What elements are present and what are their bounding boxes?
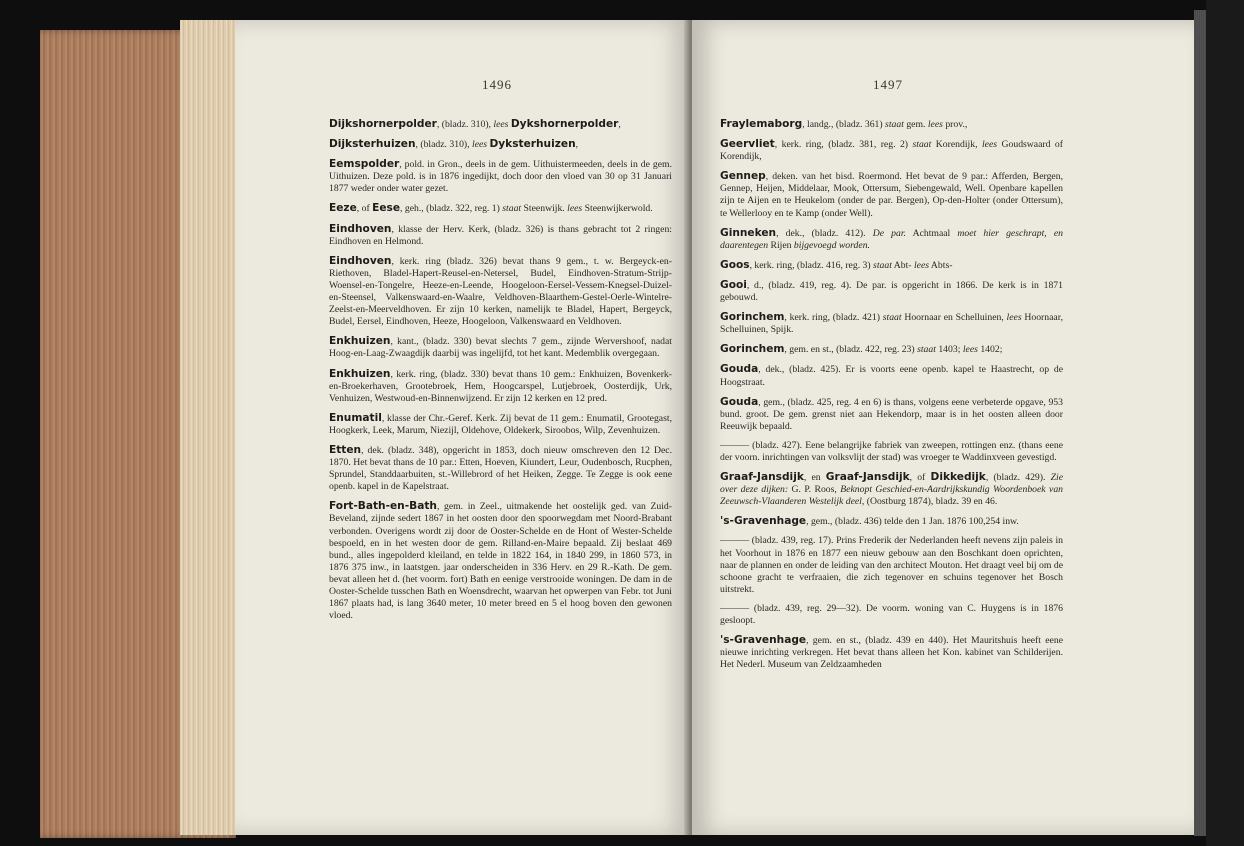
entry-text: Hoornaar en Schelluinen, bbox=[901, 312, 1007, 324]
entry-text: 1403; bbox=[935, 344, 963, 356]
entry-headword: Eeze bbox=[329, 202, 357, 215]
entry-headword: Gooi bbox=[720, 278, 747, 291]
dictionary-entry bbox=[329, 255, 672, 329]
entry-italic-text: lees bbox=[981, 139, 998, 151]
right-page-number: 1497 bbox=[873, 77, 903, 92]
entry-text: , kerk. ring, (bladz. 416, reg. 3) bbox=[749, 259, 874, 271]
entry-text: Achtmaal bbox=[905, 227, 958, 239]
dictionary-entry bbox=[720, 118, 1063, 131]
entry-text: , klasse der Herv. Kerk, (bladz. 326) is thans gebracht tot 2 ringen: Eindhoven en Helmond. bbox=[329, 223, 672, 247]
page-edges-light bbox=[180, 20, 236, 835]
dictionary-entry bbox=[720, 363, 1063, 388]
entry-text: , of bbox=[356, 203, 373, 215]
entry-text: Goudswaard of Korendijk, bbox=[720, 139, 1064, 163]
entry-italic-text: staat bbox=[882, 312, 902, 324]
entry-text: , d., (bladz. 419, reg. 4). De par. is opgericht in 1866. De kerk is in 1871 gebouwd. bbox=[720, 279, 1063, 304]
entry-text: ——— bbox=[720, 602, 750, 614]
dictionary-entry bbox=[329, 158, 672, 195]
entry-text: , kerk. ring, (bladz. 330) bevat thans 10 gem.: Enkhuizen, Bovenkerk-en-Broekerhaven, Grootebroek, Hem, Hoogcarspel, Lutjebroek, Oosterdijk, Urk, Venhuizen, Westwoud-en-Binnenwijzend. Er zijn 12 kerken en 12 pred. bbox=[329, 368, 672, 404]
entry-text: , deken. van het bisd. Roermond. Het bevat de 9 par.: Afferden, Bergen, Gennep, Heijen, Middelaar, Mook, Ottersum, Siebengewald, Well. Openbare kapellen zijn te Aijen en te Heukelom (onder de par. Bergen), Op-den-Holter (onder Ottersum), te Wellerlooy en te Kamp (onder Well). bbox=[720, 171, 1063, 219]
entry-text: Abts- bbox=[929, 259, 953, 271]
entry-headword: Eese bbox=[372, 202, 401, 215]
dictionary-entry bbox=[329, 412, 672, 437]
dictionary-entry bbox=[329, 138, 672, 151]
entry-headword: Gennep bbox=[720, 170, 766, 183]
entry-italic-text: lees bbox=[567, 203, 583, 215]
dictionary-entry bbox=[720, 343, 1063, 356]
entry-italic-text: lees bbox=[493, 119, 509, 130]
entry-headword: Goos bbox=[720, 258, 750, 271]
entry-text: , kant., (bladz. 330) bevat slechts 7 gem., zijnde Wervershoof, nadat Hoog-en-Laag-Zwaagdijk daarbij was ingelijfd, tot het kant. Medemblik overgegaan. bbox=[329, 336, 672, 360]
entry-text: ——— bbox=[720, 439, 750, 451]
entry-text: (bladz. 439, reg. 17). Prins Frederik der Nederlanden heeft nevens zijn paleis in het Voorhout in 1876 en 1877 een nieuw gebouw aan den Boschkant doen oprichten, naar de plannen en onder de leiding van den architect Mouton. Het draagt veel bij om de schoone gracht te verfraaien, die zich tegenover en schuins tegenover het Bosch uitstrekt. bbox=[720, 535, 1063, 595]
entry-italic-text: lees bbox=[962, 344, 978, 356]
entry-italic-text: lees bbox=[913, 259, 930, 271]
entry-headword: Gorinchem bbox=[720, 343, 785, 356]
dictionary-entry bbox=[329, 223, 672, 248]
entry-text: , en bbox=[803, 472, 826, 484]
right-page-text-column bbox=[720, 118, 1063, 678]
entry-headword: Graaf-Jansdijk bbox=[720, 471, 804, 484]
dictionary-entry bbox=[720, 227, 1063, 252]
entry-italic-text: staat bbox=[917, 344, 936, 356]
entry-headword: Gouda bbox=[720, 395, 759, 408]
dictionary-entry bbox=[329, 500, 672, 622]
entry-headword: Etten bbox=[329, 443, 362, 456]
entry-italic-text: lees bbox=[472, 139, 488, 151]
right-page-edges bbox=[1194, 10, 1206, 836]
entry-headword: Enkhuizen bbox=[329, 335, 391, 348]
dictionary-entry bbox=[720, 170, 1063, 219]
entry-text: , bbox=[618, 119, 621, 130]
entry-headword: Dikkedijk bbox=[930, 471, 986, 484]
entry-text: , gem., (bladz. 425, reg. 4 en 6) is thans, volgens eene verbeterde opgave, 953 bund. groot. De gem. grenst niet aan Hekendorp, maar is in het oosten alleen door Reeuwijk bepaald. bbox=[720, 396, 1063, 432]
entry-italic-text: Beknopt Geschied-en-Aardrijkskundig Woordenboek van Zeeuwsch-Vlaanderen Westelijk deel bbox=[720, 484, 1064, 508]
entry-text: , kerk. ring, (bladz. 381, reg. 2) bbox=[774, 139, 913, 151]
entry-text: , gem. en st., (bladz. 439 en 440). Het Mauritshuis heeft eene nieuwe inrichting verkregen. Het bevat thans alleen het Kon. kabinet van Schilderijen. Het Nederl. Museum van Zeldzaamheden bbox=[720, 635, 1063, 671]
entry-text: , kerk. ring, (bladz. 421) bbox=[784, 312, 883, 324]
entry-text: Korendijk, bbox=[931, 139, 982, 151]
entry-headword: 's-Gravenhage bbox=[720, 634, 807, 647]
entry-headword: Geervliet bbox=[720, 138, 775, 151]
entry-text: , gem. in Zeel., uitmakende het oostelijk ged. van Zuid-Beveland, zijnde sedert 1867 in het oosten door den spoorwegdam met Noord-Brabant verbonden. Overigens wordt zij door de Ooster-Schelde en de Hont of Wester-Schelde bespoeld, en in het westen door de gem. Rilland-en-Maire bepaald. Zij beslaat 469 bund., alles ingepolderd kleiland, en telde in 1822 164, in 1840 299, in 1860 573, in 1876 375 inw., in laatstgen. jaar onderscheiden in 336 Herv. en 29 R.-Kath. De gem. bevat alleen het d. (het voorm. fort) Bath en eenige verstrooide woningen. De dam in de Ooster-Schelde tusschen Bath en Woensdrecht, waarvan het opwerpen van Febr. tot Juni 1867 plaats had, is lang 3640 meter, 10 meter breed en 5 el hoog boven den gewonen vloed. bbox=[329, 501, 672, 622]
entry-text: , (Oostburg 1874), bladz. 39 en 46. bbox=[861, 496, 998, 508]
entry-headword: Gouda bbox=[720, 363, 759, 376]
entry-italic-text: staat bbox=[912, 139, 932, 151]
entry-text: G. P. Roos, bbox=[788, 484, 841, 496]
entry-text: ——— bbox=[720, 535, 750, 547]
dictionary-entry bbox=[329, 202, 672, 215]
entry-text: , gem. en st., (bladz. 422, reg. 23) bbox=[784, 344, 918, 356]
dictionary-entry bbox=[720, 634, 1063, 671]
entry-italic-text: staat bbox=[502, 203, 522, 215]
entry-text: , pold. in Gron., deels in de gem. Uithuistermeeden, deels in de gem. Uithuizen. Deze pold. is in 1876 ingedijkt, doch door den vloed van 30 op 31 Januari 1877 weder onder water gezet. bbox=[329, 159, 672, 195]
dictionary-entry bbox=[720, 311, 1063, 336]
entry-italic-text: De par. bbox=[872, 227, 906, 239]
entry-text: , bbox=[575, 139, 579, 151]
entry-text: Abt- bbox=[891, 259, 914, 271]
entry-text: , dek., (bladz. 425). Er is voorts eene openb. kapel te Haastrecht, op de Hoogstraat. bbox=[720, 364, 1063, 388]
entry-headword: 's-Gravenhage bbox=[720, 515, 807, 528]
entry-headword: Dijkshornerpolder bbox=[329, 118, 437, 130]
entry-correction-headword: Dyksterhuizen bbox=[489, 138, 576, 151]
dictionary-entry bbox=[720, 471, 1063, 508]
dictionary-entry bbox=[329, 444, 672, 493]
entry-headword: Eemspolder bbox=[329, 158, 400, 171]
entry-headword: Fort-Bath-en-Bath bbox=[329, 500, 437, 513]
dictionary-entry bbox=[720, 603, 1063, 627]
dictionary-entry bbox=[720, 440, 1063, 464]
entry-text: , (bladz. 429). bbox=[985, 472, 1051, 484]
entry-text: , of bbox=[909, 472, 931, 484]
dictionary-entry bbox=[720, 396, 1063, 433]
entry-headword: Fraylemaborg bbox=[720, 118, 803, 130]
entry-text: , gem., (bladz. 436) telde den 1 Jan. 1876 100,254 inw. bbox=[806, 516, 1019, 528]
dictionary-entry bbox=[720, 279, 1063, 304]
dictionary-entry bbox=[720, 138, 1063, 163]
entry-text: , kerk. ring (bladz. 326) bevat thans 9 gem., t. w. Bergeyck-en-Riethoven, Bladel-Hapert-Reusel-en-Netersel, Budel, Eindhoven-Stratum-Strijp-Woensel-en-Tongelre, Heeze-en-Leende, Hoogeloon-Eersel-Vessem-Knegsel-Duizel-en-Steensel, Valkenswaard-en-Waalre, Veldhoven-Blaarthem-Gestel-Oerle-Wintelre-Zeelst-en-Meerveldhoven. Er zijn 10 kerken, namelijk te Bladel, Hapert, Bergeyck, Budel, Eersel, Eindhoven, Heeze, Hoogeloon, Valkenswaard en Veldhoven. bbox=[329, 255, 672, 328]
entry-headword: Enkhuizen bbox=[329, 367, 391, 380]
entry-headword: Dijksterhuizen bbox=[329, 138, 416, 151]
entry-text: (bladz. 439, reg. 29—32). De voorm. woning van C. Huygens is in 1876 gesloopt. bbox=[720, 602, 1063, 626]
entry-text: , dek. (bladz. 348), opgericht in 1853, doch nieuw omschreven den 12 Dec. 1870. Het bevat thans de 10 par.: Etten, Hoeven, Kiundert, Leur, Oudenbosch, Rucphen, Sprundel, Standdaarbuiten, st.-Willebrord of het Heiken, Zegge. Te Zegge is ook eene openb. kapel in de Kapelstraat. bbox=[329, 444, 672, 493]
entry-italic-text: lees bbox=[1006, 312, 1022, 324]
entry-text: , (bladz. 310), bbox=[436, 119, 494, 130]
entry-text: prov., bbox=[942, 119, 968, 130]
entry-text: , landg., (bladz. 361) bbox=[802, 119, 886, 130]
entry-text: (bladz. 427). Eene belangrijke fabriek van zweepen, rottingen enz. (thans eene der voorn. inrichtingen van volksvlijt der stad) was vroeger te Waddinxveen gevestigd. bbox=[720, 439, 1063, 463]
entry-text: Rijen bbox=[768, 239, 794, 251]
dictionary-entry bbox=[720, 259, 1063, 272]
entry-text: gem. bbox=[903, 119, 928, 130]
left-page-number: 1496 bbox=[482, 77, 512, 92]
entry-headword: Enumatil bbox=[329, 411, 382, 424]
entry-italic-text: bijgevoegd worden. bbox=[793, 239, 870, 251]
entry-text: , (bladz. 310), bbox=[415, 139, 472, 151]
dictionary-entry bbox=[329, 335, 672, 360]
entry-text: , geh., (bladz. 322, reg. 1) bbox=[400, 203, 503, 215]
entry-headword: Gorinchem bbox=[720, 311, 785, 324]
entry-headword: Eindhoven bbox=[329, 222, 392, 235]
entry-headword: Ginneken bbox=[720, 226, 777, 239]
dictionary-entry bbox=[329, 368, 672, 405]
dictionary-entry bbox=[329, 118, 672, 131]
left-page-text-column bbox=[329, 118, 672, 629]
entry-italic-text: lees bbox=[927, 119, 943, 130]
entry-text: , dek., (bladz. 412). bbox=[776, 227, 873, 239]
entry-italic-text: Zie over deze dijken: bbox=[720, 472, 1063, 496]
book-cover-edge bbox=[1206, 0, 1244, 846]
entry-text: 1402; bbox=[977, 344, 1003, 356]
entry-italic-text: staat bbox=[885, 119, 904, 130]
entry-italic-text: staat bbox=[873, 259, 892, 271]
entry-italic-text: moet hier geschrapt, en daarentegen bbox=[720, 227, 1063, 251]
entry-text: Steenwijkerwold. bbox=[582, 203, 653, 215]
entry-text: , klasse der Chr.-Geref. Kerk. Zij bevat de 11 gem.: Enumatil, Grootegast, Hoogkerk, Leek, Marum, Niezijl, Oldehove, Oldekerk, Siroobos, Wilp, Zevenhuizen. bbox=[329, 412, 672, 436]
dictionary-entry bbox=[720, 535, 1063, 595]
entry-correction-headword: Dykshornerpolder bbox=[510, 118, 619, 130]
entry-text: Hoornaar, Schelluinen, Spijk. bbox=[720, 312, 1063, 336]
entry-headword: Eindhoven bbox=[329, 254, 392, 267]
entry-text: Steenwijk. bbox=[521, 203, 568, 215]
dictionary-entry bbox=[720, 515, 1063, 528]
entry-headword: Graaf-Jansdijk bbox=[825, 471, 910, 484]
